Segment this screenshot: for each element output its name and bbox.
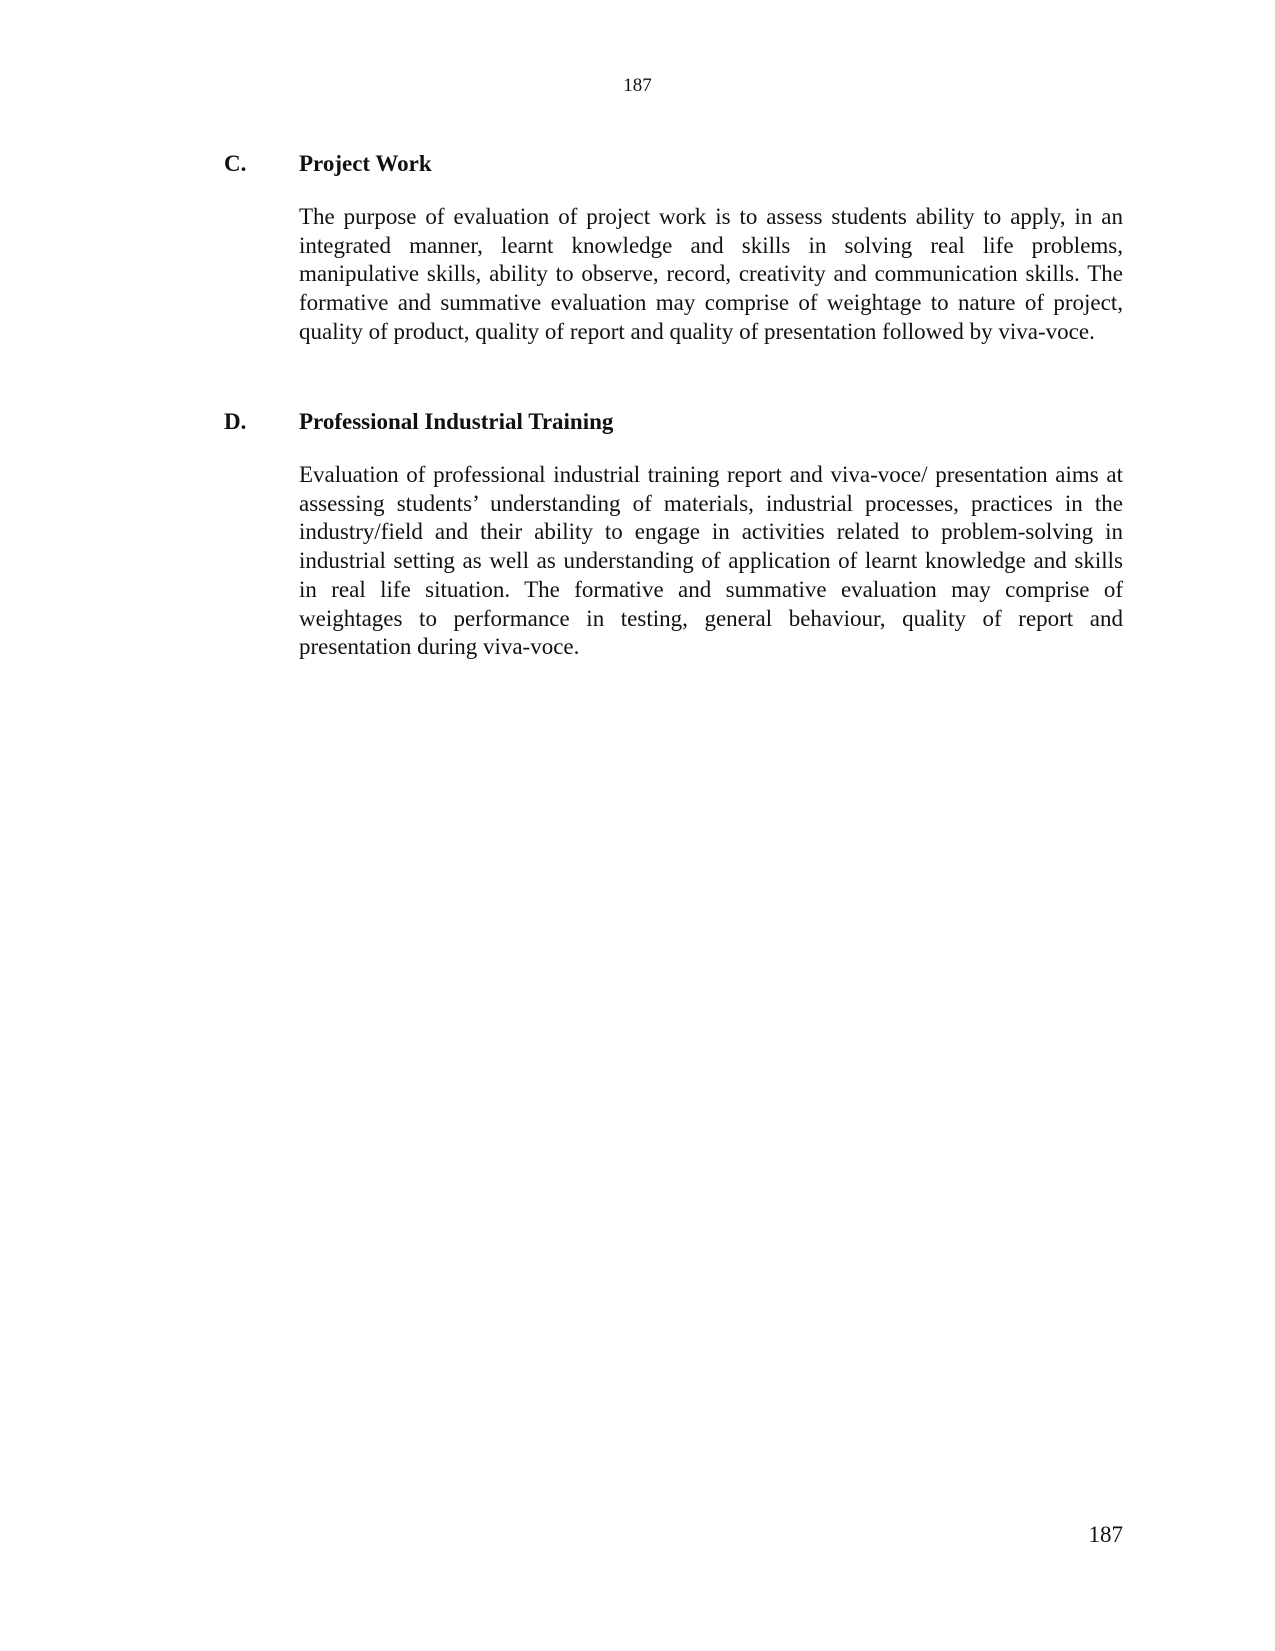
- section-body-text: The purpose of evaluation of project work is to assess students ability to apply, in an integrated manner, learnt knowledge and skills in solving real life problems, manipulative skills, ability to observe, record, creativity and communication skills. The formative and summative evaluation may comprise of weightage to nature of project, quality of product, quality of report and quality of presentation followed by viva-voce.: [299, 204, 1123, 344]
- header-page-number: 187: [623, 75, 652, 96]
- section-professional-industrial-training: [224, 408, 1123, 662]
- section-body-text: Evaluation of professional industrial training report and viva-voce/ presentation aims at assessing students’ understanding of materials, industrial processes, practices in the industry/field and their ability to engage in activities related to problem-solving in industrial setting as well as understanding of application of learnt knowledge and skills in real life situation. The formative and summative evaluation may comprise of weightages to performance in testing, general behaviour, quality of report and presentation during viva-voce.: [299, 462, 1123, 660]
- section-heading: [224, 150, 1123, 178]
- section-letter: C.: [224, 151, 247, 176]
- section-heading: [224, 408, 1123, 436]
- section-title: Project Work: [299, 151, 432, 176]
- footer-page-number: 187: [1088, 1522, 1123, 1547]
- section-letter: D.: [224, 409, 247, 434]
- section-project-work: [224, 150, 1123, 347]
- section-title: Professional Industrial Training: [299, 409, 614, 434]
